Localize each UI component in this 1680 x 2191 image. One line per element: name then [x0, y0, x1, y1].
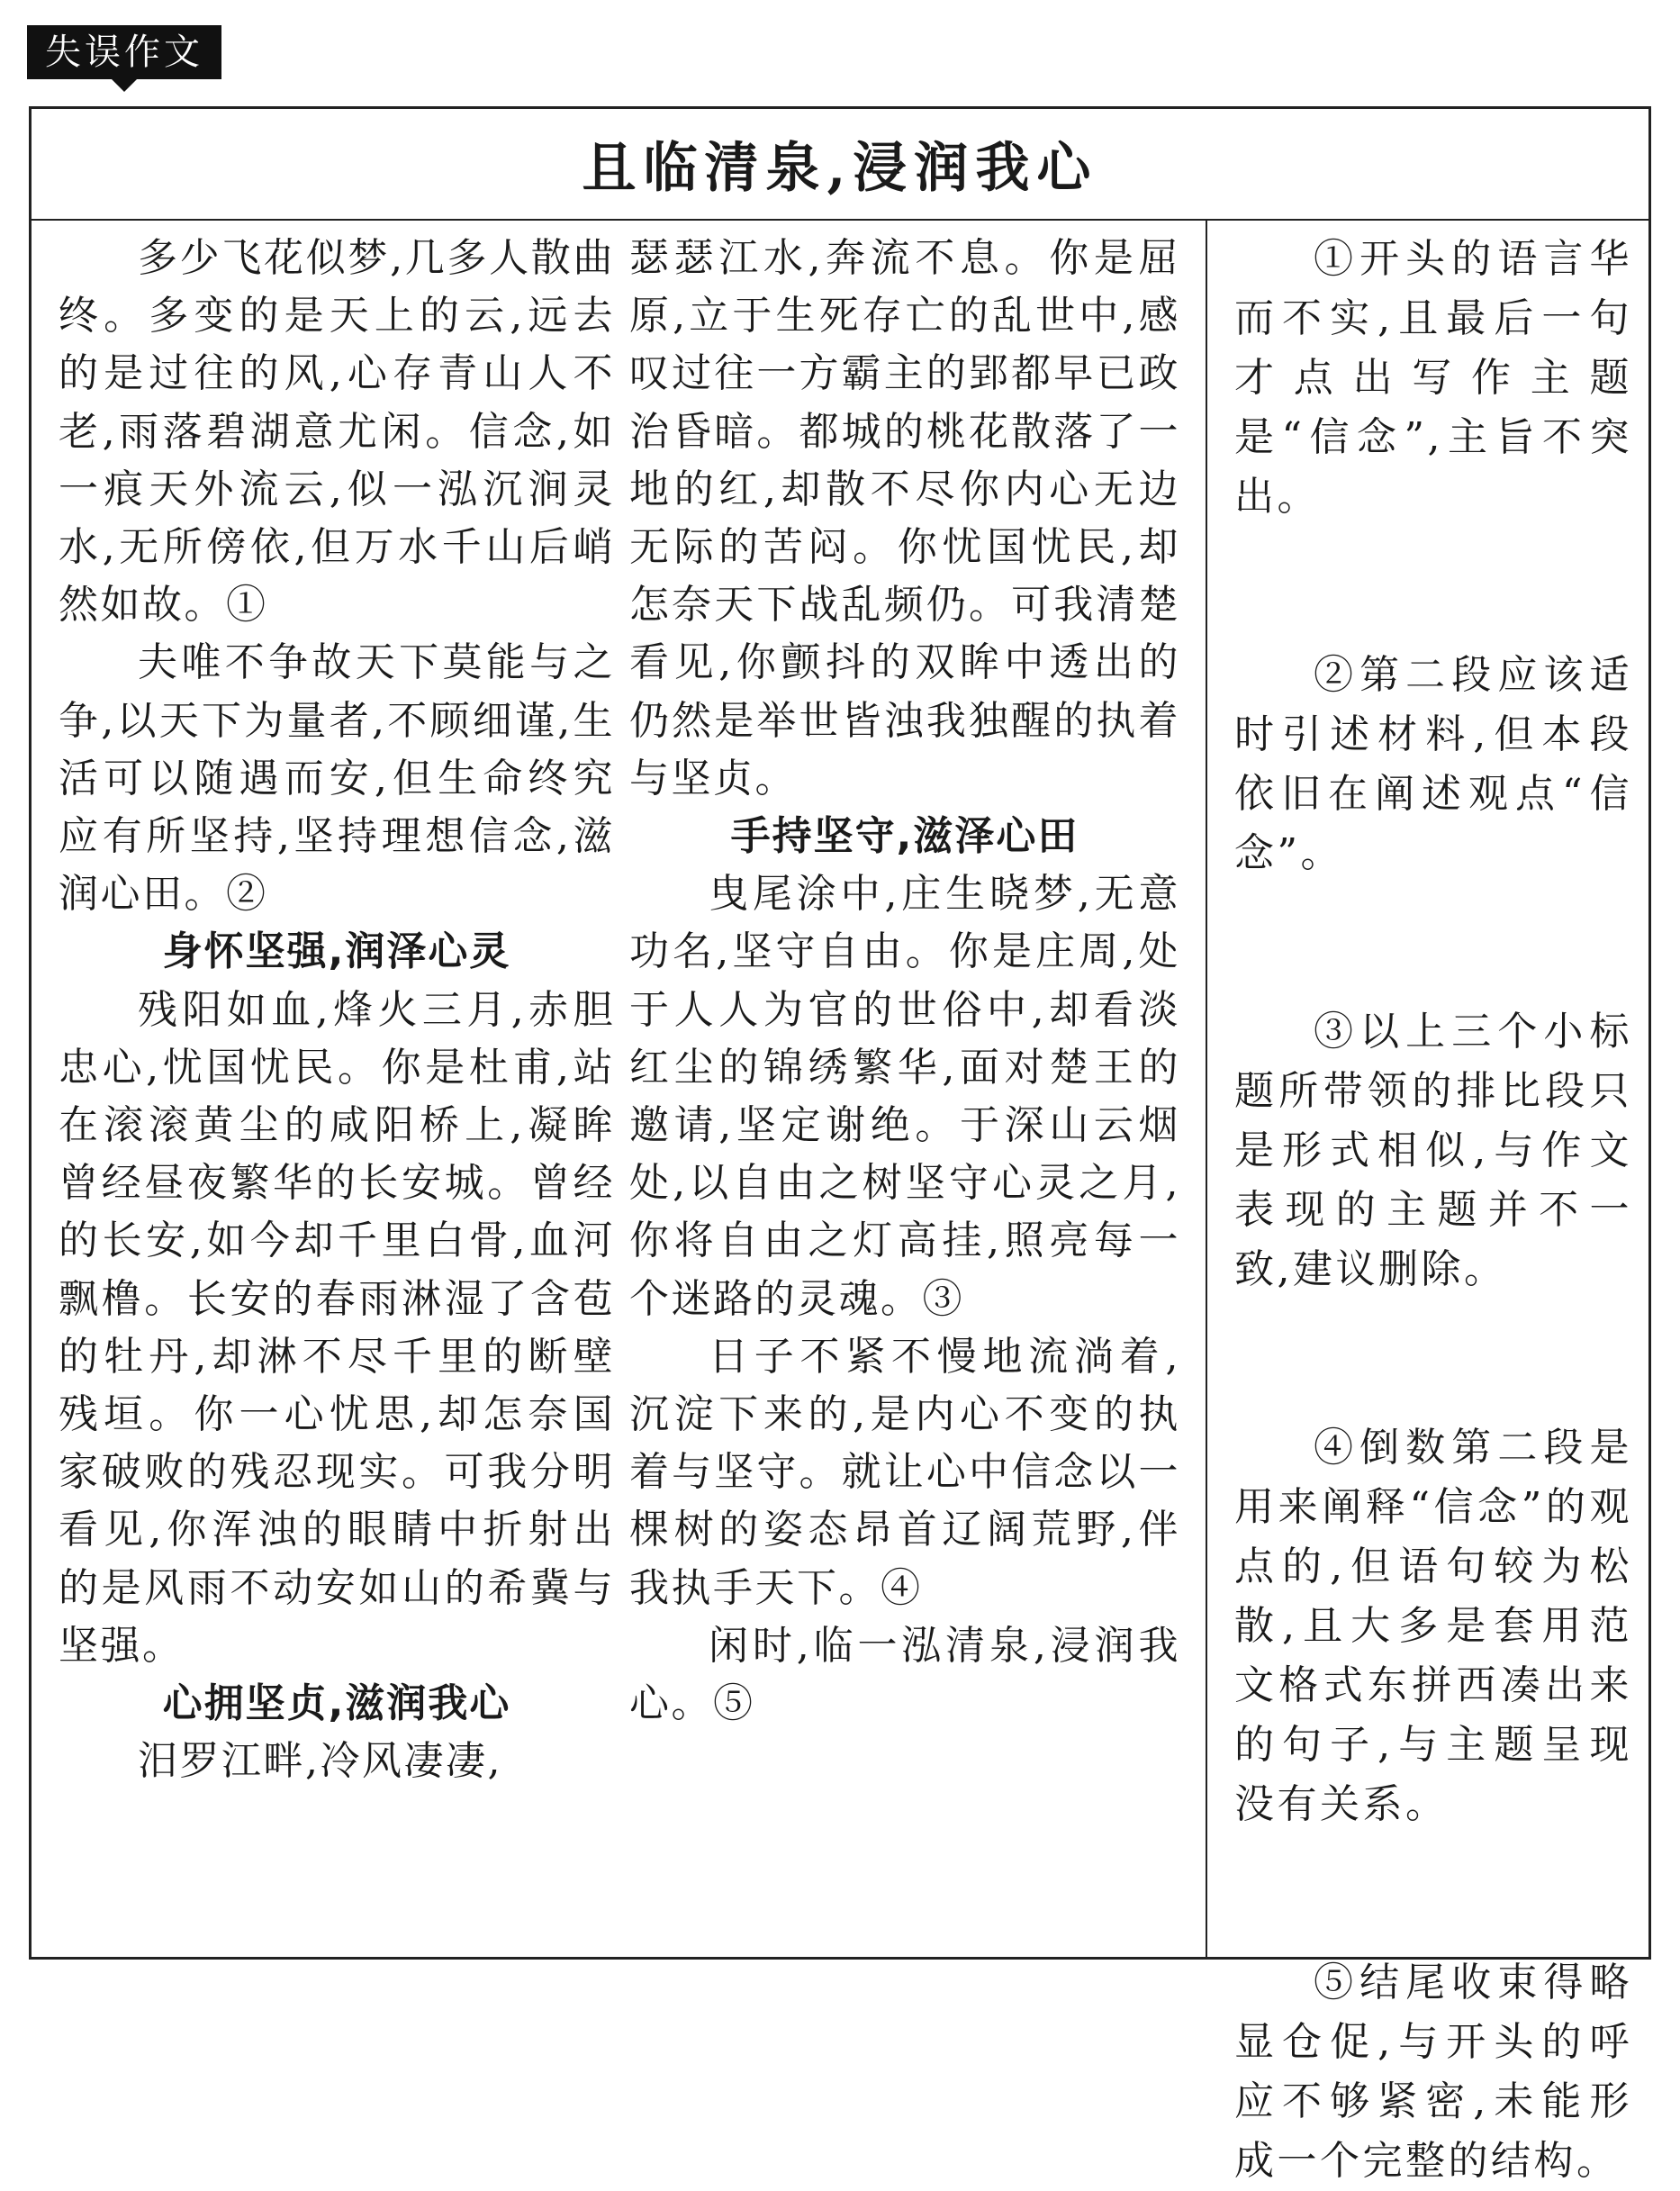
column-divider — [1206, 221, 1207, 1957]
essay-frame — [29, 106, 1651, 2184]
tag-arrow-icon — [112, 79, 137, 92]
essay-paragraph-7: 闲时,临一泓清泉,浸润我心。⑤ — [629, 1622, 1180, 1727]
title-bar — [32, 109, 1648, 221]
comment-3: ③以上三个小标题所带领的排比段只是形式相似,与作文表现的主题并不一致,建议删除。 — [1234, 1009, 1632, 1292]
comment-5: ⑤结尾收束得略显仓促,与开头的呼应不够紧密,未能形成一个完整的结构。 — [1234, 1960, 1632, 2184]
comment-4: ④倒数第二段是用来阐释“信念”的观点的,但语句较为松散,且大多是套用范文格式东拼西凑出来的句子,与主题呈现没有关系。 — [1234, 1425, 1632, 1827]
comment-1: ①开头的语言华而不实,且最后一句才点出写作主题是“信念”,主旨不突出。 — [1234, 236, 1632, 520]
subheading-2: 心拥坚贞,滋润我心 — [162, 1680, 511, 1727]
subheading-1: 身怀坚强,润泽心灵 — [162, 928, 511, 975]
essay-column-right — [629, 221, 1180, 1957]
comment-2: ②第二段应该适时引述材料,但本段依旧在阐述观点“信念”。 — [1234, 652, 1632, 876]
essay-column-left — [59, 221, 615, 1957]
section-tag: 失误作文 — [27, 25, 221, 79]
subheading-3: 手持坚守,滋泽心田 — [730, 813, 1079, 860]
comments-column — [1234, 221, 1632, 2184]
essay-paragraph-5: 曳尾涂中,庄生晓梦,无意功名,坚守自由。你是庄周,处于人人为官的世俗中,却看淡红尘的锦绣繁华,面对楚王的邀请,坚定谢绝。于深山云烟处,以自由之树坚守心灵之月,你将自由之灯高挂,照亮每一个迷路的灵魂。③ — [629, 871, 1180, 1322]
essay-paragraph-2: 夫唯不争故天下莫能与之争,以天下为量者,不顾细谨,生活可以随遇而安,但生命终究应有所坚持,坚持理想信念,滋润心田。② — [59, 639, 615, 918]
essay-paragraph-4-cont: 瑟瑟江水,奔流不息。你是屈原,立于生死存亡的乱世中,感叹过往一方霸主的郢都早已政治昏暗。都城的桃花散落了一地的红,却散不尽你内心无边无际的苦闷。你忧国忧民,却怎奈天下战乱频仍。可我清楚看见,你颤抖的双眸中透出的仍然是举世皆浊我独醒的执着与坚贞。 — [629, 235, 1180, 801]
essay-paragraph-1: 多少飞花似梦,几多人散曲终。多变的是天上的云,远去的是过往的风,心存青山人不老,雨落碧湖意尤闲。信念,如一痕天外流云,似一泓沉涧灵水,无所傍依,但万水千山后峭然如故。① — [59, 235, 615, 629]
essay-title: 且临清泉,浸润我心 — [582, 137, 1098, 200]
essay-paragraph-6: 日子不紧不慢地流淌着,沉淀下来的,是内心不变的执着与坚守。就让心中信念以一棵树的姿态昂首辽阔荒野,伴我执手天下。④ — [629, 1333, 1180, 1611]
essay-paragraph-3: 残阳如血,烽火三月,赤胆忠心,忧国忧民。你是杜甫,站在滚滚黄尘的咸阳桥上,凝眸曾经昼夜繁华的长安城。曾经的长安,如今却千里白骨,血河飘橹。长安的春雨淋湿了含苞的牡丹,却淋不尽千里的断壁残垣。你一心忧思,却怎奈国家破败的残忍现实。可我分明看见,你浑浊的眼睛中折射出的是风雨不动安如山的希冀与坚强。 — [59, 986, 615, 1669]
essay-paragraph-4: 汨罗江畔,冷风凄凄, — [138, 1738, 502, 1785]
